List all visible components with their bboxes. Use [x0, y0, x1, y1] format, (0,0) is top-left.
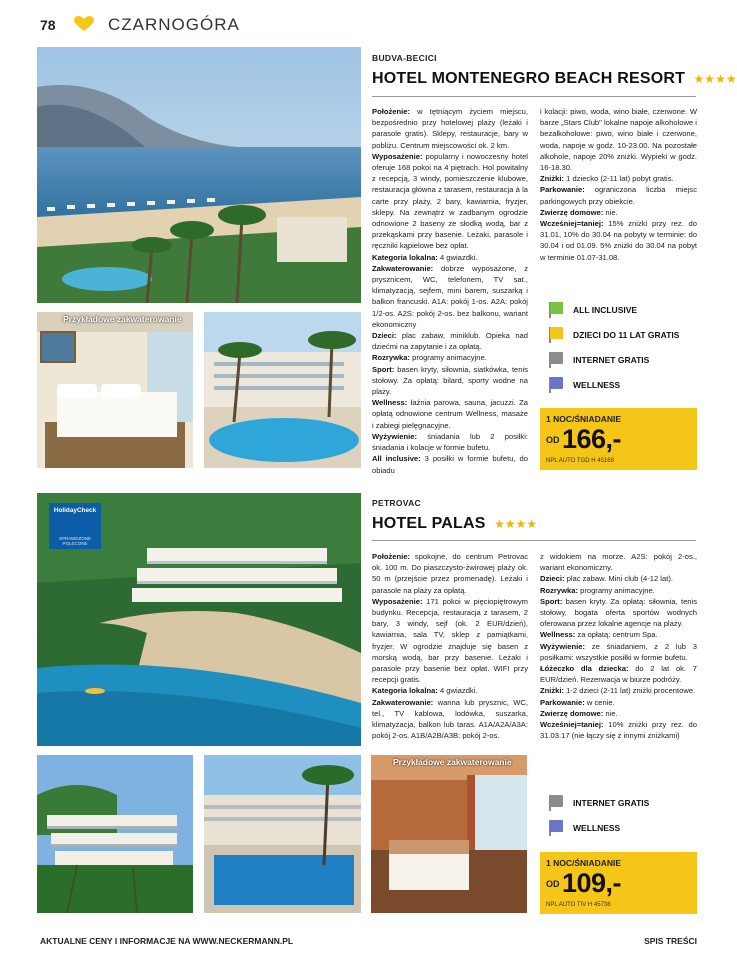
description-value: 15% zniżki przy rez. do 31.01, 10% do 30.04 na pobyty w terminie: do 30.04 i od 01.09. 5% zniżki do 30.04 na pobyt w terminie 01.07-31.08.	[540, 219, 697, 262]
description-paragraph	[540, 596, 697, 630]
description-value: nie.	[603, 207, 618, 217]
description-value: 1 dziecko (2-11 lat) pobyt gratis.	[564, 174, 674, 184]
hotel1-price-box[interactable]	[540, 408, 697, 470]
description-key: Wellness:	[540, 630, 576, 640]
description-paragraph	[540, 184, 697, 206]
description-value: 1-2 dzieci (2-11 lat) zniżki procentowe.	[564, 686, 696, 696]
description-paragraph	[540, 663, 697, 685]
description-paragraph	[372, 697, 528, 742]
description-paragraph	[540, 207, 697, 218]
feature-badge-label: DZIECI DO 11 LAT GRATIS	[573, 329, 680, 340]
star-icon: ★	[725, 71, 737, 86]
hotel2-name: HOTEL PALAS	[372, 515, 486, 532]
description-key: Położenie:	[372, 107, 410, 116]
feature-badge	[549, 327, 679, 342]
description-key: Rozrywka:	[540, 585, 578, 595]
star-icon: ★	[715, 71, 726, 86]
description-value: w cenie.	[584, 697, 615, 707]
description-paragraph	[540, 106, 697, 173]
description-paragraph	[372, 364, 528, 398]
description-key: Zakwaterowanie:	[372, 697, 434, 707]
hotel1-photo-caption: Przykładowe zakwaterowanie	[63, 314, 182, 324]
description-key: Zwierzę domowe:	[540, 207, 604, 217]
price-value: 109,-	[562, 868, 622, 898]
holidaycheck-title: HolidayCheck	[53, 507, 97, 514]
flag-icon	[549, 302, 563, 317]
feature-badge	[549, 352, 649, 367]
description-value: łaźnia parowa, sauna, jacuzzi. Za opłatą odnowione centrum Wellness, masaże i zabiegi pielęgnacyjne.	[372, 398, 528, 430]
description-paragraph	[540, 629, 697, 640]
description-key: Zniżki:	[540, 174, 565, 184]
description-value: i kolacji: piwo, woda, wino białe, czerwone. W barze „Stars Club" lokalne napoje alkoholowe i bezalkoholowe: piwo, wino białe i czerwone, woda, napoje w godz. 10-23.00. Na pozostałe alkohole, napoje 20% zniżki. Wypieki w godz. 16-18.30.	[540, 107, 697, 173]
description-key: Rozrywka:	[372, 353, 410, 363]
description-value: do 2 lat ok. 7 EUR/dzień. Rezerwacja w biurze podróży.	[540, 664, 697, 685]
hotel1-divider	[372, 96, 696, 97]
hotel1-main-photo	[37, 47, 361, 303]
flag-icon	[549, 327, 563, 342]
description-paragraph	[540, 685, 697, 696]
feature-badge-label: INTERNET GRATIS	[573, 354, 650, 365]
description-paragraph	[540, 641, 697, 663]
feature-badge	[549, 795, 649, 810]
description-value: popularny i nowoczesny hotel oferuje 168 pokoi na 4 piętrach. Hol powitalny z recepcją, 3 windy, pomieszczenie klubowe, restauracja główna z tarasem, restauracja à la carte przy plaży, 2 bary, kawiarnia, fryzjer, sklepy. Na zewnątrz w zadbanym ogrodzie odnowione 2 baseny ze słodką wodą, bar z przekąskami przy basenie. Leżaki, parasole i ręczniki kąpielowe bez opłat.	[372, 151, 528, 251]
description-paragraph	[540, 585, 697, 596]
description-key: Wyżywienie:	[540, 641, 586, 651]
description-key: Kategoria lokalna:	[372, 252, 438, 262]
feature-badge-label: ALL INCLUSIVE	[573, 304, 638, 315]
offer-code: NPL AUTO TIV H 45738	[546, 902, 611, 908]
table-of-contents-link[interactable]: SPIS TREŚCI	[644, 936, 697, 946]
offer-code: NPL AUTO TGD H 45168	[546, 458, 614, 464]
description-paragraph	[372, 330, 528, 352]
description-paragraph	[372, 106, 528, 151]
feature-badge-label: INTERNET GRATIS	[573, 797, 650, 808]
description-value: 10% zniżki przy rez. do 31.03.17 (nie łączy się z innymi zniżkami)	[540, 720, 697, 741]
description-paragraph	[540, 173, 697, 184]
description-paragraph	[540, 708, 697, 719]
description-paragraph	[372, 252, 528, 263]
hotel1-star-rating	[694, 73, 737, 85]
description-key: Wyżywienie:	[372, 431, 418, 441]
description-value: basen kryty, siłownia, siatkówka, tenis stołowy. Za opłatą: bilard, sporty wodne na plaży.	[372, 364, 528, 397]
description-key: Wcześniej=taniej:	[540, 219, 604, 229]
page-number: 78	[40, 17, 56, 33]
description-value: programy animacyjne.	[577, 585, 655, 595]
holidaycheck-badge	[49, 503, 101, 549]
description-value: basen kryty. Za opłatą: siłownia, tenis stołowy, bogata oferta sportów wodnych oferowana przez lokalne agencje na plaży.	[540, 596, 697, 629]
description-value: plac zabaw. Mini club (4-12 lat).	[564, 574, 673, 584]
flag-icon	[549, 377, 563, 392]
description-key: Wyposażenie:	[372, 151, 423, 161]
description-value: ze śniadaniem, z 2 lub 3 posiłkami: wszystkie posiłki w formie bufetu.	[540, 641, 697, 662]
description-paragraph	[372, 397, 528, 431]
description-value: 171 pokoi w pięciopiętrowym budynku. Recepcja, restauracja z tarasem, 2 bary, 3 windy, sejf (ok. 2 EUR/dzień), kawiarnia, sala TV, sklep z pamiątkami, fryzjer. W ogrodzie znajduje się basen z morską wodą, bar przy basenie. Leżaki i parasole przy basenie bez opłat. WIFI przy recepcji gratis.	[372, 596, 528, 685]
description-key: Zniżki:	[540, 686, 565, 696]
description-key: Łóżeczko dla dziecka:	[540, 664, 629, 674]
description-key: Dzieci:	[540, 574, 565, 584]
description-paragraph	[372, 352, 528, 363]
feature-badge-label: WELLNESS	[573, 379, 621, 390]
hotel1-description-col2	[540, 106, 697, 263]
description-key: Wellness:	[372, 398, 408, 408]
description-paragraph	[372, 151, 528, 252]
star-icon: ★	[515, 516, 527, 531]
feature-badge	[549, 377, 620, 392]
price-value: 166,-	[562, 424, 622, 454]
description-value: programy animacyjne.	[409, 353, 487, 363]
description-value: z widokiem na morze. A2S: pokój 2-os., wariant ekonomiczny.	[540, 552, 697, 573]
hotel2-description-col1	[372, 551, 528, 741]
description-paragraph	[540, 218, 697, 263]
description-paragraph	[372, 453, 528, 475]
hotel1-description-col1	[372, 106, 528, 476]
description-paragraph	[540, 719, 697, 741]
description-key: Wyposażenie:	[372, 596, 423, 606]
feature-badge	[549, 302, 637, 317]
hotel2-region: PETROVAC	[372, 498, 421, 508]
description-key: Kategoria lokalna:	[372, 686, 438, 696]
price-from-label: OD	[546, 879, 560, 889]
hotel2-divider	[372, 540, 696, 541]
description-paragraph	[540, 697, 697, 708]
flag-icon	[549, 820, 563, 835]
hotel2-photo-caption: Przykładowe zakwaterowanie	[393, 757, 512, 767]
description-value: spokojne, do centrum Petrovac ok. 100 m. Do piaszczysto-żwirowej plaży ok. 50 m (przejście przez promenadę). Leżaki i parasole na plaży za opłatą.	[372, 552, 528, 595]
description-key: Sport:	[372, 364, 395, 374]
description-value: za opłatą: centrum Spa.	[575, 630, 658, 640]
hotel2-pool-photo	[204, 755, 361, 913]
description-paragraph	[372, 551, 528, 596]
hotel2-main-photo	[37, 493, 361, 746]
hotel1-pool-photo	[204, 312, 361, 468]
description-value: śniadania lub 2 posiłki: śniadania i kolacje w formie bufetu.	[372, 431, 528, 453]
description-key: Wcześniej=taniej:	[540, 720, 604, 730]
hotel2-star-rating	[494, 518, 537, 530]
country-title: CZARNOGÓRA	[108, 15, 240, 34]
feature-badge-label: WELLNESS	[573, 822, 621, 833]
hotel1-region: BUDVA-BECICI	[372, 53, 437, 63]
description-key: Zakwaterowanie:	[372, 263, 434, 273]
description-paragraph	[372, 431, 528, 453]
description-key: Położenie:	[372, 552, 410, 561]
description-value: ograniczona liczba miejsc parkingowych przy obiekcie.	[540, 185, 697, 206]
description-paragraph	[372, 263, 528, 330]
price-from-label: OD	[546, 435, 560, 445]
description-key: Sport:	[540, 596, 563, 606]
description-value: nie.	[603, 708, 618, 718]
footer-website-link[interactable]: AKTUALNE CENY I INFORMACJE NA WWW.NECKERMANN.PL	[40, 936, 294, 946]
star-icon: ★	[494, 516, 505, 531]
star-icon: ★	[693, 71, 705, 86]
description-value: 4 gwiazdki.	[437, 686, 478, 696]
description-key: Parkowanie:	[540, 697, 585, 707]
star-icon: ★	[504, 516, 516, 531]
star-icon: ★	[704, 71, 716, 86]
description-key: All inclusive:	[372, 454, 421, 464]
hotel2-price-box[interactable]	[540, 852, 697, 914]
hotel2-description-col2	[540, 551, 697, 741]
description-paragraph	[540, 551, 697, 573]
price-title: 1 NOC/ŚNIADANIE	[546, 858, 622, 868]
feature-badge	[549, 820, 620, 835]
description-value: plac zabaw, miniklub. Opieka nad dziećmi na zapytanie i za opłatą.	[372, 331, 528, 352]
holidaycheck-subtitle: SPRAWDZONE POLECONE	[58, 536, 92, 546]
hotel2-room-photo	[371, 755, 527, 913]
description-key: Parkowanie:	[540, 185, 585, 195]
price-title: 1 NOC/ŚNIADANIE	[546, 414, 622, 424]
description-value: wanna lub prysznic, WC, tel., TV kablowa, lodówka, suszarka, klimatyzacja, balkon lub taras. A1A/A2A/A3A: pokój 2-os. A1B/A2B/A3B: pokój 2-os.	[372, 697, 528, 741]
description-key: Zwierzę domowe:	[540, 708, 604, 718]
description-key: Dzieci:	[372, 331, 397, 341]
flag-icon	[549, 352, 563, 367]
hotel2-building-photo	[37, 755, 193, 913]
description-value: 4 gwiazdki.	[437, 252, 478, 262]
description-paragraph	[372, 685, 528, 696]
flag-icon	[549, 795, 563, 810]
description-value: w tętniącym życiem miejscu, bezpośrednio przy hotelowej plaży (leżaki i parasole gratis). Sklepy, restauracje, bary w pobliżu. Centrum miejscowości ok. 2 km.	[372, 107, 528, 150]
description-paragraph	[540, 573, 697, 584]
description-paragraph	[372, 596, 528, 686]
star-icon: ★	[526, 516, 538, 531]
heart-logo-icon	[74, 16, 94, 32]
description-value: dobrze wyposażone, z prysznicem, WC, telefonem, TV sat., klimatyzacją, sejfem, mini barem, suszarką i balkon francuski. A1A: pokój 1-os. A2A: pokój 1/2-os. A2S: pokój 2-os. bez balkonu, wariant ekonomiczny	[372, 263, 528, 329]
hotel1-name: HOTEL MONTENEGRO BEACH RESORT	[372, 70, 686, 87]
description-value: 3 posiłki w formie bufetu, do obiadu	[372, 454, 528, 475]
hotel1-room-photo	[37, 312, 193, 468]
